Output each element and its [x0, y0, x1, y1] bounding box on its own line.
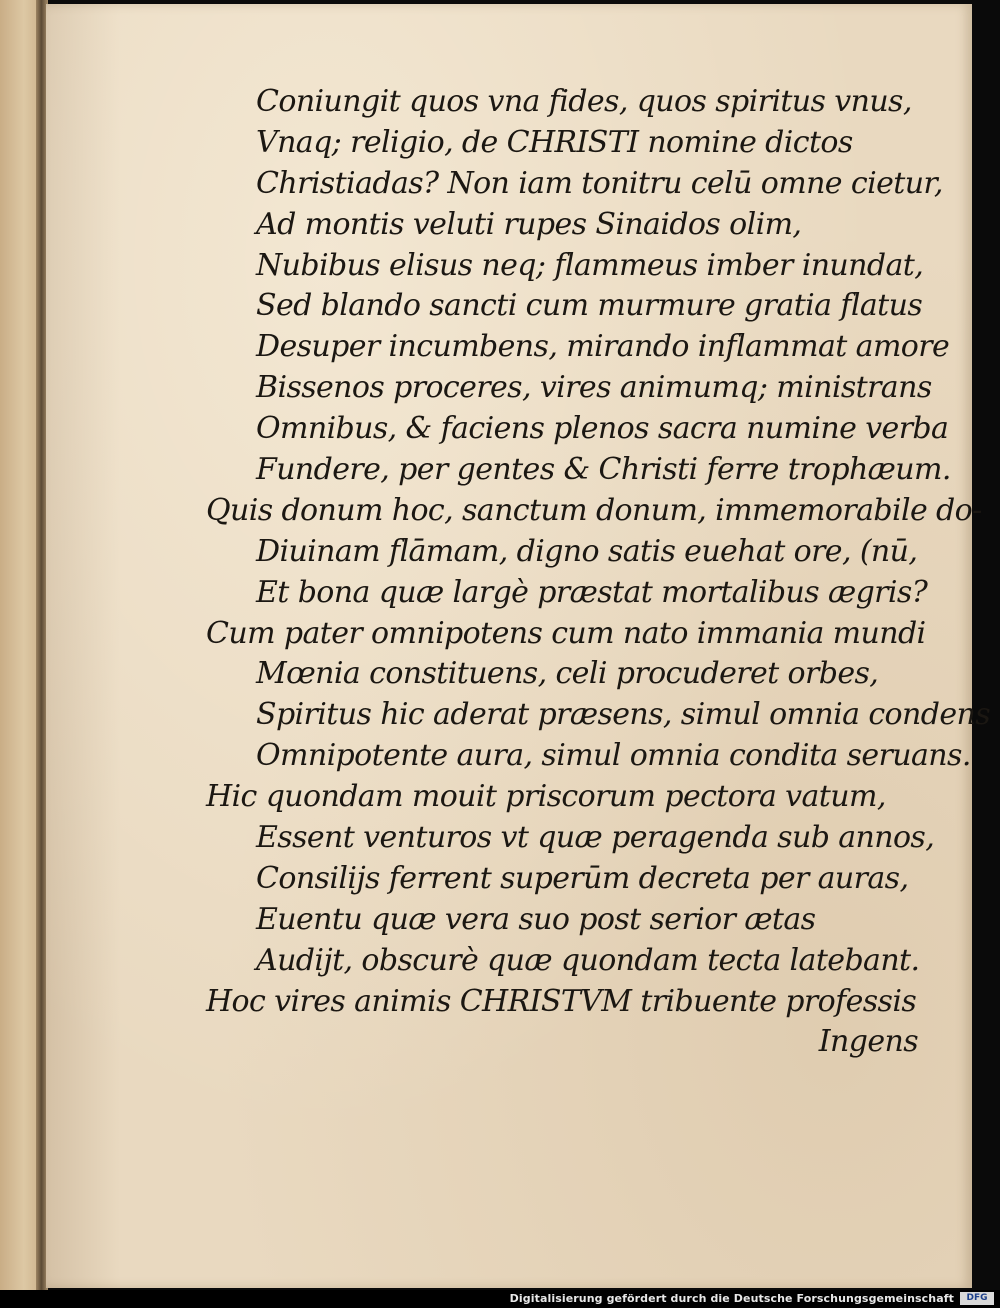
poem-line: Omnipotente aura, simul omnia condita seruans.: [256, 738, 971, 774]
poem-line: Et bona quæ largè præstat mortalibus ægris?: [256, 574, 928, 610]
poem-line: Quis donum hoc, sanctum donum, immemorabile do-: [206, 492, 982, 528]
poem-line: Spiritus hic aderat præsens, simul omnia condens: [256, 697, 990, 733]
poem-line: Desuper incumbens, mirando inflammat amore: [256, 329, 950, 365]
catchword: Ingens: [818, 1024, 918, 1060]
poem-line: Vnaq; religio, de CHRISTI nomine dictos: [256, 124, 853, 160]
poem-line: Hoc vires animis CHRISTVM tribuente professis: [206, 983, 917, 1019]
facing-page-edge: [0, 0, 40, 1290]
poem-line: Euentu quæ vera suo post serior ætas: [256, 901, 816, 937]
poem-line: Sed blando sancti cum murmure gratia flatus: [256, 288, 923, 324]
funding-credit: Digitalisierung gefördert durch die Deutsche Forschungsgemeinschaft: [509, 1292, 954, 1305]
dfg-logo: DFG: [960, 1292, 994, 1305]
poem-line: Omnibus, & faciens plenos sacra numine verba: [256, 411, 949, 447]
poem-line: Essent venturos vt quæ peragenda sub annos,: [256, 820, 935, 856]
poem-line: Ad montis veluti rupes Sinaidos olim,: [256, 206, 802, 242]
poem-line: Bissenos proceres, vires animumq; ministrans: [256, 370, 932, 406]
poem-line: Mœnia constituens, celi procuderet orbes,: [256, 656, 879, 692]
poem-line: Coniungit quos vna fides, quos spiritus vnus,: [256, 84, 912, 119]
poem-line: Nubibus elisus neq; flammeus imber inundat,: [256, 247, 924, 283]
poem-line: Cum pater omnipotens cum nato immania mundi: [206, 615, 926, 651]
poem-line: Audijt, obscurè quæ quondam tecta latebant.: [256, 942, 920, 978]
poem-line: Diuinam flāmam, digno satis euehat ore, (nū,: [256, 533, 918, 569]
footer-bar: [0, 1290, 1000, 1308]
poem-text: [206, 82, 990, 1063]
book-page: [46, 4, 990, 1288]
poem-line: Hic quondam mouit priscorum pectora vatum,: [206, 779, 886, 815]
poem-line: Consilijs ferrent superūm decreta per auras,: [256, 860, 909, 896]
poem-line: Christiadas? Non iam tonitru celū omne cietur,: [256, 165, 943, 201]
poem-line: Fundere, per gentes & Christi ferre trophæum.: [256, 452, 951, 488]
